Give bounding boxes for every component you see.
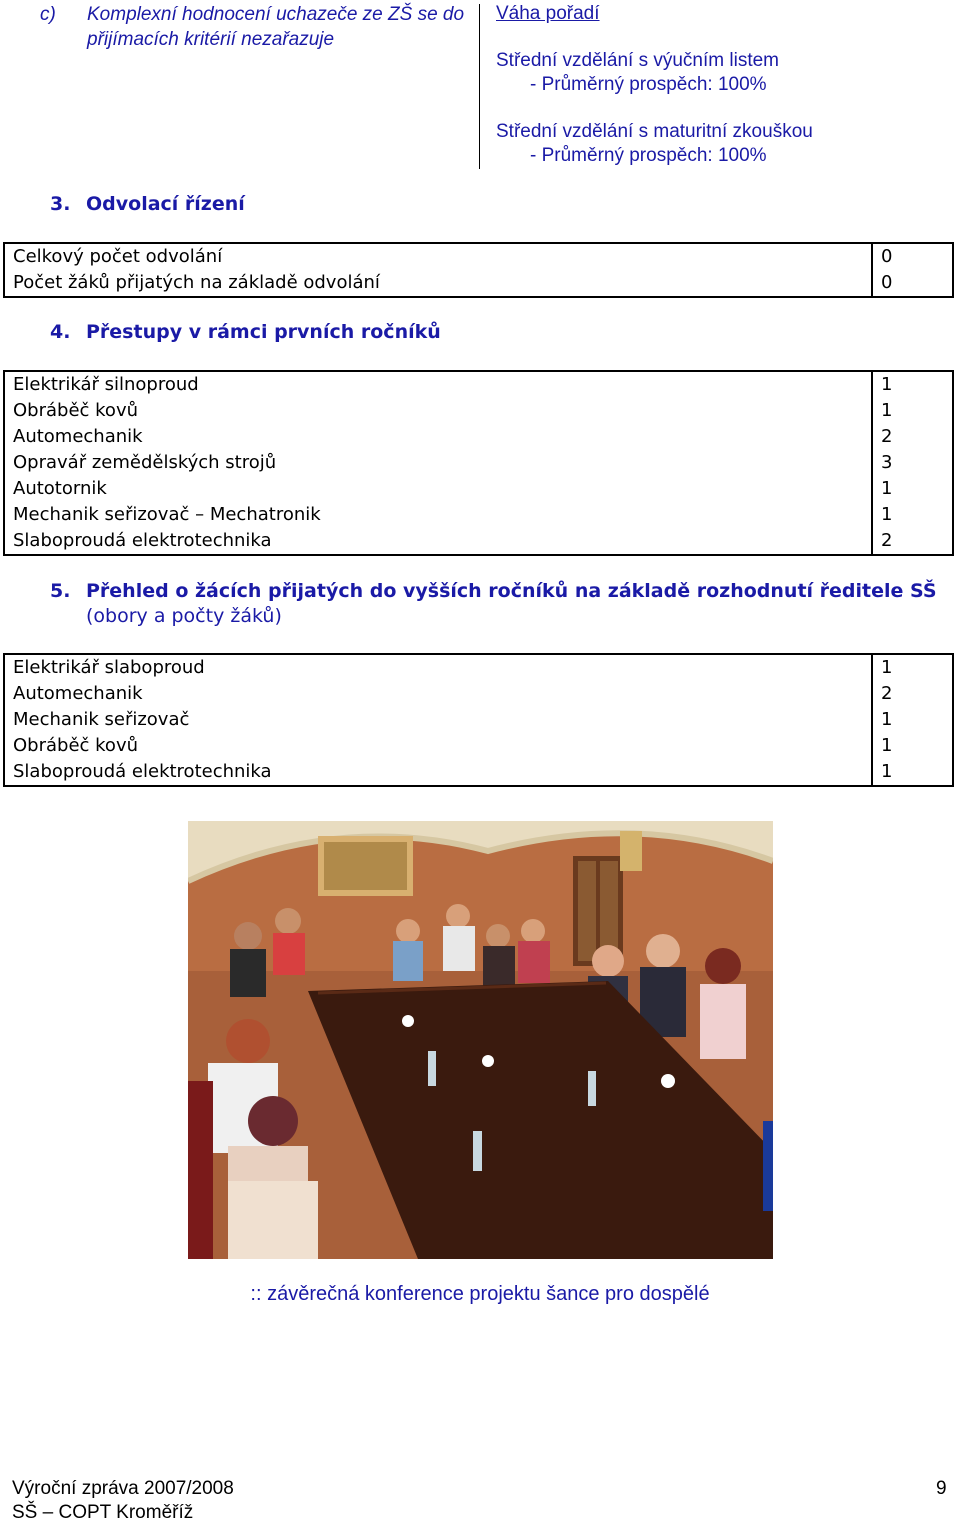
section-c-divider [479, 4, 480, 169]
appeals-table [3, 242, 954, 298]
maturita-education-line: Střední vzdělání s maturitní zkouškou [496, 121, 813, 142]
row-label: Autotornik [13, 478, 107, 499]
table-row [5, 450, 952, 476]
table-row [5, 707, 952, 733]
row-label: Celkový počet odvolání [13, 246, 223, 267]
row-value: 1 [881, 504, 893, 525]
row-label: Obráběč kovů [13, 735, 138, 756]
table-row [5, 502, 952, 528]
row-value: 1 [881, 761, 893, 782]
section-c-text: Komplexní hodnocení uchazeče ze ZŠ se do přijímacích kritérií nezařazuje [87, 4, 465, 50]
report-title: Výroční zpráva 2007/2008 [12, 1478, 234, 1499]
row-value: 0 [881, 272, 893, 293]
row-label: Opravář zemědělských strojů [13, 452, 277, 473]
table-row [5, 372, 952, 398]
table-row [5, 733, 952, 759]
section-4-number: 4. [50, 321, 71, 343]
row-label: Mechanik seřizovač [13, 709, 190, 730]
row-value: 0 [881, 246, 893, 267]
section-5-number: 5. [50, 580, 71, 602]
row-value: 1 [881, 478, 893, 499]
photo-caption: :: závěrečná konference projektu šance pro dospělé [250, 1283, 710, 1305]
row-label: Slaboproudá elektrotechnika [13, 761, 272, 782]
row-value: 3 [881, 452, 893, 473]
weight-order-title: Váha pořadí [496, 3, 600, 24]
maturita-average-line: - Průměrný prospěch: 100% [530, 145, 767, 166]
row-value: 1 [881, 400, 893, 421]
table-row [5, 528, 952, 554]
row-label: Slaboproudá elektrotechnika [13, 530, 272, 551]
row-label: Automechanik [13, 426, 143, 447]
section-5-subtitle: (obory a počty žáků) [86, 605, 282, 627]
row-label: Automechanik [13, 683, 143, 704]
row-label: Elektrikář silnoproud [13, 374, 199, 395]
row-value: 2 [881, 530, 893, 551]
table-row [5, 655, 952, 681]
section-5-title: Přehled o žácích přijatých do vyšších ročníků na základě rozhodnutí ředitele SŠ [86, 580, 937, 602]
row-value: 1 [881, 709, 893, 730]
row-label: Obráběč kovů [13, 400, 138, 421]
table-row [5, 270, 952, 296]
row-label: Mechanik seřizovač – Mechatronik [13, 504, 321, 525]
section-c-letter: c) [40, 4, 56, 25]
higher-years-table [3, 653, 954, 787]
section-3-title: Odvolací řízení [86, 193, 245, 215]
table-row [5, 681, 952, 707]
vocational-education-line: Střední vzdělání s výučním listem [496, 50, 779, 71]
transfers-table [3, 370, 954, 556]
table-row [5, 424, 952, 450]
row-value: 2 [881, 426, 893, 447]
footer-left [12, 1477, 234, 1525]
table-row [5, 759, 952, 785]
row-label: Elektrikář slaboproud [13, 657, 205, 678]
section-4-title: Přestupy v rámci prvních ročníků [86, 321, 441, 343]
section-c-right [496, 2, 946, 168]
row-label: Počet žáků přijatých na základě odvolání [13, 272, 380, 293]
page-number: 9 [936, 1478, 947, 1499]
row-value: 1 [881, 657, 893, 678]
school-name: SŠ – COPT Kroměříž [12, 1502, 194, 1523]
conference-photo [188, 821, 773, 1259]
table-row [5, 398, 952, 424]
table-row [5, 244, 952, 270]
table-row [5, 476, 952, 502]
vocational-average-line: - Průměrný prospěch: 100% [530, 74, 767, 95]
row-value: 1 [881, 374, 893, 395]
row-value: 1 [881, 735, 893, 756]
row-value: 2 [881, 683, 893, 704]
section-3-number: 3. [50, 193, 71, 215]
